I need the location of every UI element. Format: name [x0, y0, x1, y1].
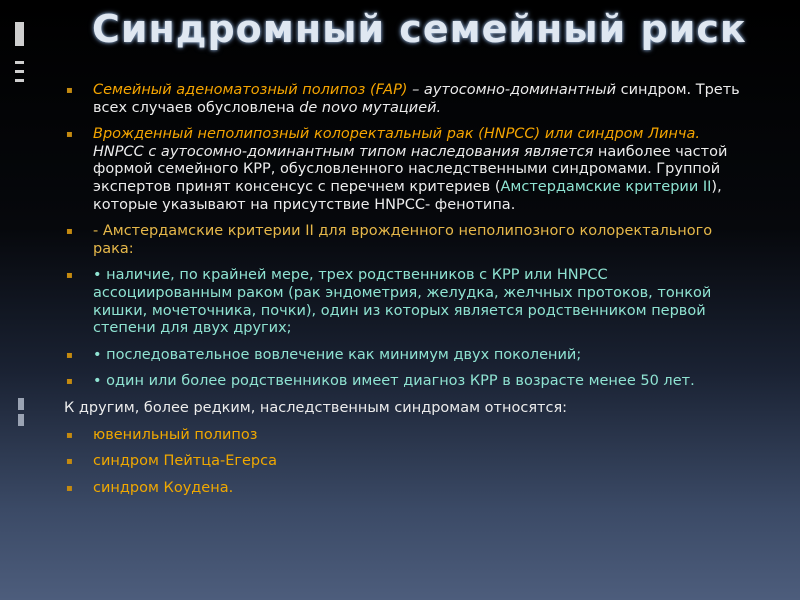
bullet-text: • наличие, по крайней мере, трех родственников с КРР или HNPCC ассоциированным раком (рак эндометрия, желудка, желчных протоков, тонкой кишки, мочеточника, почки), один из которых является родственником первой степени для двух других; [93, 267, 712, 337]
slide-title: Синдромный семейный риск [92, 7, 747, 51]
bullet-text: синдром Коудена. [93, 479, 234, 496]
bullet-item [58, 347, 748, 365]
bullet-icon: ▪ [66, 85, 73, 96]
bullet-text: • последовательное вовлечение как минимум двух поколений; [93, 346, 582, 363]
paragraph [58, 400, 748, 418]
bullet-text: Семейный аденоматозный полипоз (FAP) [93, 82, 408, 98]
bullet-text: синдром Пейтца-Егерса [93, 453, 277, 470]
bullet-text: синдром. Треть всех случаев обусловлена [93, 82, 740, 116]
paragraph-text: К другим, более редким, наследственным синдромам относятся: [64, 399, 568, 416]
bullet-icon: ▪ [66, 349, 73, 361]
bullet-text: de novo мутацией. [299, 99, 442, 116]
bullet-text: – аутосомно-доминантный [407, 82, 616, 98]
bullet-item [58, 427, 748, 445]
bullet-text: - Амстердамские критерии II для врожденного неполипозного колоректального рака: [93, 223, 713, 257]
decor-line [15, 70, 24, 73]
bullet-item [58, 267, 748, 337]
bullet-text: • один или более родственников имеет диагноз КРР в возрасте менее 50 лет. [93, 373, 695, 390]
bullet-icon: ▪ [66, 429, 73, 441]
bullet-text: ювенильный полипоз [93, 426, 258, 443]
bullet-icon: ▪ [66, 270, 73, 282]
decor-line [15, 79, 24, 82]
bullet-text: наиболее частой формой семейного КРР, обусловленного наследственными синдромами. Группой экспертов принят консенсус с перечнем критериев ( [93, 143, 728, 195]
bullet-icon: ▪ [66, 129, 73, 141]
bullet-text: Амстердамские критерии II [500, 178, 712, 195]
bullet-text: ), которые указывают на присутствие HNPCC- фенотипа. [93, 178, 722, 213]
bullet-icon: ▪ [66, 226, 73, 238]
bullet-text: Врожденный неполипозный колоректальный рак (HNPCC) или синдром Линча. [93, 126, 700, 143]
decor-bar [18, 398, 24, 410]
bullet-item [58, 82, 748, 117]
decor-line [15, 61, 24, 64]
bullet-item [58, 373, 748, 391]
bullet-item [58, 223, 748, 258]
decor-bar [15, 22, 24, 46]
decor-bar [18, 414, 24, 426]
bullet-item [58, 453, 748, 471]
bullet-icon: ▪ [66, 376, 73, 388]
bullet-icon: ▪ [66, 482, 73, 494]
bullet-text: HNPCC с аутосомно-доминантным типом наследования является [93, 143, 594, 160]
bullet-item [58, 126, 748, 214]
bullet-item [58, 480, 748, 498]
bullet-icon: ▪ [66, 456, 73, 468]
slide-body [58, 82, 748, 506]
